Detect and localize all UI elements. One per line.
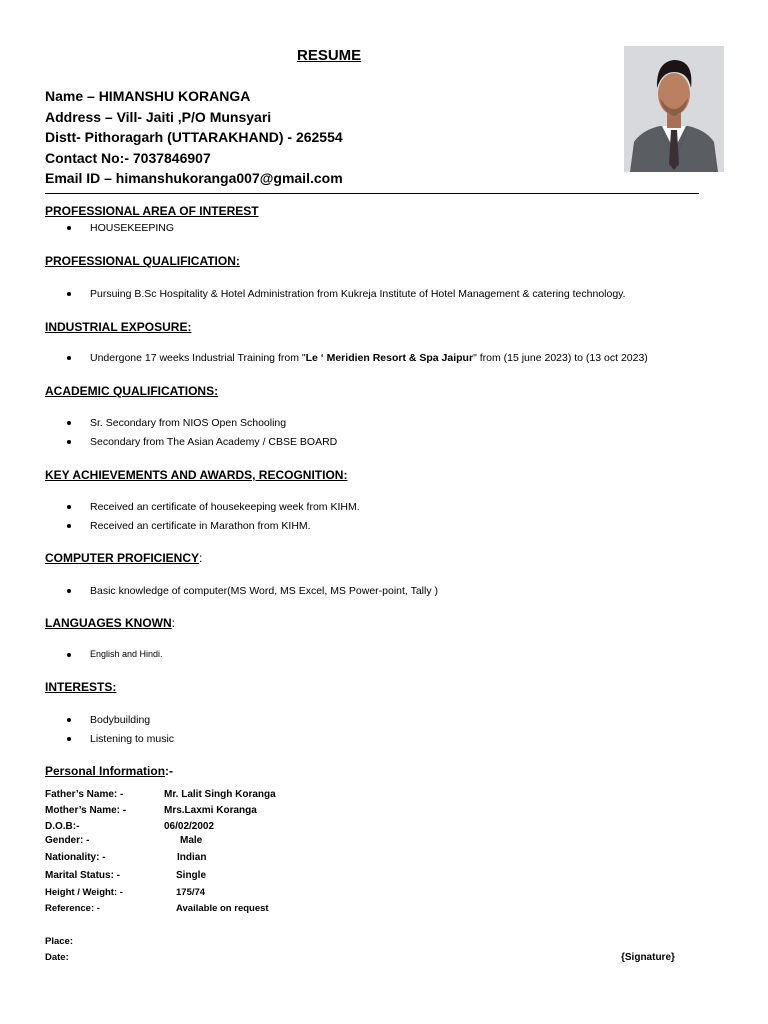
personal-label: Father’s Name: - xyxy=(45,789,124,800)
bullet-icon xyxy=(67,653,71,657)
personal-label: D.O.B:- xyxy=(45,821,80,832)
personal-label: Reference: - xyxy=(45,903,100,914)
languages-item: English and Hindi. xyxy=(90,649,163,659)
bullet-icon xyxy=(67,718,71,722)
personal-label: Gender: - xyxy=(45,835,90,846)
personal-heading: Personal Information:- xyxy=(45,764,174,778)
interests-item: Bodybuilding xyxy=(90,714,151,726)
personal-label: Height / Weight: - xyxy=(45,887,123,898)
interest-heading: PROFESSIONAL AREA OF INTEREST xyxy=(45,204,259,218)
date-label: Date: xyxy=(45,952,69,963)
personal-label: Mother’s Name: - xyxy=(45,805,127,816)
academic-heading: ACADEMIC QUALIFICATIONS: xyxy=(45,384,219,398)
exposure-hotel: Le ‘ Meridien Resort & Spa Jaipur xyxy=(305,352,474,364)
exposure-suffix: " from (15 june 2023) to (13 oct 2023) xyxy=(473,352,648,364)
bullet-icon xyxy=(67,589,71,593)
personal-value: 175/74 xyxy=(176,887,206,898)
bullet-icon xyxy=(67,356,71,360)
personal-value: Single xyxy=(176,870,207,881)
exposure-heading: INDUSTRIAL EXPOSURE: xyxy=(45,320,192,334)
header-divider xyxy=(45,193,699,194)
bullet-icon xyxy=(67,737,71,741)
address-line: Address – Vill- Jaiti ,P/O Munsyari xyxy=(45,108,272,125)
resume-title: RESUME xyxy=(297,47,362,64)
achievements-heading: KEY ACHIEVEMENTS AND AWARDS, RECOGNITION: xyxy=(45,468,348,482)
computer-item: Basic knowledge of computer(MS Word, MS Excel, MS Power-point, Tally ) xyxy=(90,585,438,597)
bullet-icon xyxy=(67,524,71,528)
place-label: Place: xyxy=(45,936,73,947)
qualification-item: Pursuing B.Sc Hospitality & Hotel Administration from Kukreja Institute of Hotel Management & catering technology. xyxy=(90,288,626,300)
interest-item: HOUSEKEEPING xyxy=(90,222,175,234)
qualification-heading: PROFESSIONAL QUALIFICATION: xyxy=(45,254,240,268)
personal-value: 06/02/2002 xyxy=(164,821,215,832)
portrait-photo-icon xyxy=(624,46,724,172)
achievement-item: Received an certificate in Marathon from KIHM. xyxy=(90,520,311,532)
email-line: Email ID – himanshukoranga007@gmail.com xyxy=(45,170,343,186)
exposure-prefix: Undergone 17 weeks Industrial Training from " xyxy=(90,352,306,364)
achievement-item: Received an certificate of housekeeping week from KIHM. xyxy=(90,501,360,513)
bullet-icon xyxy=(67,226,71,230)
personal-label: Nationality: - xyxy=(45,852,106,863)
personal-label: Marital Status: - xyxy=(45,870,121,881)
personal-value: Available on request xyxy=(176,903,269,914)
district-line: Distt- Pithoragarh (UTTARAKHAND) - 262554 xyxy=(45,129,343,145)
personal-value: Indian xyxy=(177,852,207,863)
bullet-icon xyxy=(67,505,71,509)
personal-header xyxy=(45,86,343,189)
signature-label: {Signature} xyxy=(621,952,675,963)
profile-photo xyxy=(624,46,724,172)
interests-heading: INTERESTS: xyxy=(45,680,117,694)
interests-item: Listening to music xyxy=(90,733,175,745)
personal-value: Male xyxy=(180,835,203,846)
academic-item: Secondary from The Asian Academy / CBSE BOARD xyxy=(90,436,338,448)
name-line: Name – HIMANSHU KORANGA xyxy=(45,88,251,104)
personal-value: Mrs.Laxmi Koranga xyxy=(164,805,257,816)
personal-value: Mr. Lalit Singh Koranga xyxy=(164,789,276,800)
bullet-icon xyxy=(67,292,71,296)
bullet-icon xyxy=(67,440,71,444)
academic-item: Sr. Secondary from NIOS Open Schooling xyxy=(90,417,287,429)
languages-heading: LANGUAGES KNOWN: xyxy=(45,616,176,630)
exposure-item xyxy=(90,352,648,364)
contact-line: Contact No:- 7037846907 xyxy=(45,149,211,166)
bullet-icon xyxy=(67,421,71,425)
computer-heading: COMPUTER PROFICIENCY: xyxy=(45,551,203,565)
